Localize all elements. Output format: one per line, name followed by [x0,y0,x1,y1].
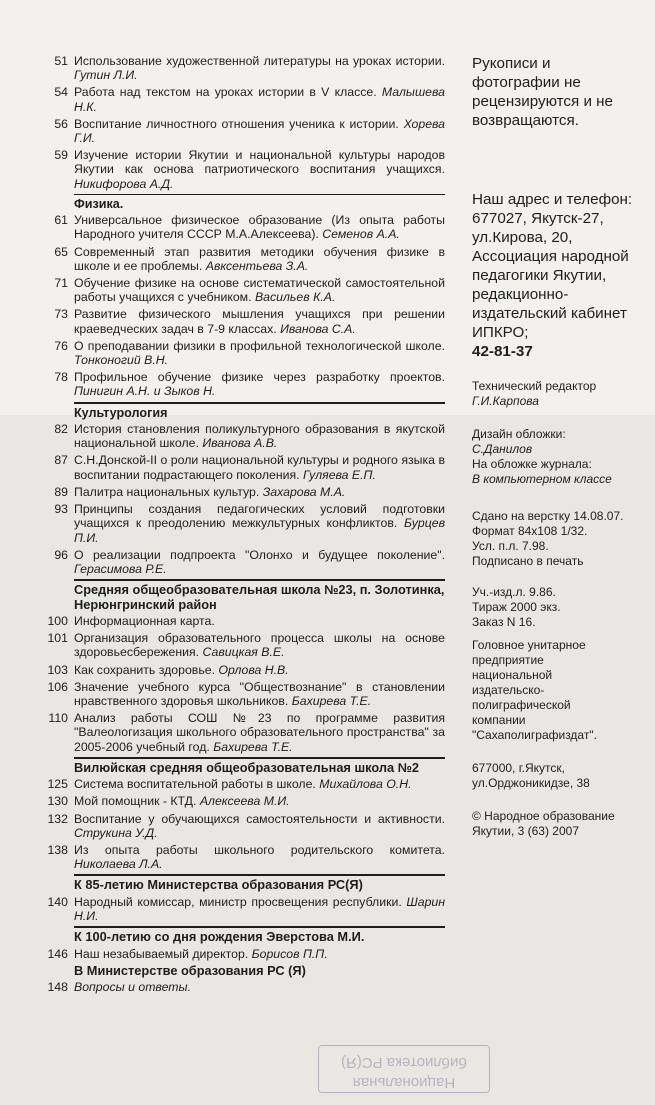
toc-section-heading: Средняя общеобразовательная школа №23, п. Золотинка, Нерюнгринский район [74,582,445,612]
toc-entry-title: Воспитание личностного отношения ученика к истории. [74,116,399,131]
toc-entry-text [74,276,445,304]
print-info-line: Подписано в печать [472,554,584,568]
toc-page-number: 89 [54,484,68,499]
toc-entry-author: Борисов П.П. [251,946,328,961]
toc-entry-author: Иванова А.В. [202,436,278,451]
toc-entry-author: Николаева Л.А. [74,857,163,872]
toc-entry-title: Воспитание у обучающихся самостоятельности и активности. [74,811,445,826]
toc-entry-text [74,502,445,545]
toc-entry-author: Вопросы и ответы. [74,980,191,995]
toc-page-number: 138 [47,842,68,857]
toc-page-number: 106 [47,679,68,694]
toc-page-number: 73 [54,307,68,322]
section-divider [74,402,445,404]
toc-entry-title: История становления поликультурного образования в якутской национальной школе. [74,422,445,451]
print-info-line: Формат 84х108 1/32. [472,524,588,538]
toc-entry-title: Принципы создания педагогических условий подготовки учащихся к преодолению межкультурных конфликтов. [74,502,445,531]
toc-page-number: 76 [54,338,68,353]
tech-editor [472,379,642,409]
toc-entry [40,117,445,145]
toc-entry [40,663,445,677]
toc-entry-text [74,245,445,273]
toc-entry-author: Гутин Л.И. [74,68,138,83]
toc-entry [40,548,445,576]
toc-entry-text [74,85,445,113]
toc-entry [40,794,445,808]
toc-entry-text [74,307,445,335]
toc-entry-author: Авксентьева З.А. [205,258,309,273]
toc-entry [40,213,445,241]
toc-entry-text [74,812,445,840]
toc-page-number: 54 [54,85,68,100]
toc-section-heading: Вилюйская средняя общеобразовательная школа №2 [74,759,420,775]
editorial-address: Наш адрес и телефон: 677027, Якутск-27, ул.Кирова, 20, Ассоциация народной педагогики Якутии, редакционно-издательский кабинет ИПКРО; [472,191,633,341]
toc-entry-title: Мой помощник - КТД. [74,794,197,809]
toc-entry-author: Бахирева Т.Е. [291,693,372,708]
toc-entry [40,895,445,923]
toc-page-number: 110 [48,711,68,726]
toc-entry-author: Орлова Н.В. [218,662,289,677]
toc-entry-title: Обучение физике на основе систематической самостоятельной работы учащихся с учебником. [74,276,445,305]
toc-entry-title: Профильное обучение физике через разработку проектов. [74,370,445,385]
print-info-line: Усл. п.л. 7.98. [472,539,549,553]
toc-entry [40,307,445,335]
toc-entry [40,711,445,754]
section-divider [74,874,445,876]
toc-entry-text [74,680,445,708]
cover-design-name: С.Данилов [472,442,533,456]
stamp-line: библиотека РС(Я) [341,1054,467,1071]
toc-entry [40,339,445,367]
toc-entry-author: Шарин Н.И. [74,894,446,923]
toc-entry [40,947,445,961]
toc-entry-author: Савицкая В.Е. [202,645,285,660]
print-info-line: Заказ N 16. [472,615,536,629]
toc-page-number: 125 [47,777,68,792]
toc-entry-text [74,54,445,82]
toc-entry-title: Система воспитательной работы в школе. [74,777,316,792]
toc-entry-title: Значение учебного курса "Обществознание" в становлении нравственного здоровья школьников. [74,679,445,708]
toc-page-number: 87 [54,453,68,468]
toc-entry [40,485,445,499]
toc-entry-title: Наш незабываемый директор. [74,946,249,961]
toc-entry-author: Семенов А.А. [322,227,400,242]
toc-page-number: 56 [54,116,68,131]
toc-section-heading: Физика. [74,196,124,211]
toc-entry-author: Захарова М.А. [262,484,346,499]
tech-editor-name: Г.И.Карпова [472,394,539,408]
toc-page-number: 130 [47,794,68,809]
toc-entry-title: Анализ работы СОШ №23 по программе развития "Валеологизация школьного образовательного пространства" за 2005-2006 учебный год. [74,711,445,754]
cover-label: На обложке журнала: [472,457,592,471]
manuscripts-note: Рукописи и фотографии не рецензируются и не возвращаются. [472,55,613,129]
copyright: © Народное образование Якутии, 3 (63) 2007 [472,809,615,838]
toc-entry-author: Гуляева Е.П. [303,467,376,482]
toc-entry [40,502,445,545]
toc-entry [40,680,445,708]
toc-entry-title: Развитие физического мышления учащихся при решении краеведческих задач в 7-9 классах. [74,307,445,336]
toc-section-heading: К 100-летию со дня рождения Эверстова М.И. [74,929,365,945]
print-info-line: Уч.-изд.л. 9.86. [472,585,556,599]
toc-entry-title: С.Н.Донской-II о роли национальной культуры и родного языка в воспитании подрастающего поколения. [74,453,445,482]
toc-page-number: 103 [47,662,68,677]
toc-page-number: 140 [47,894,68,909]
toc-entry [40,614,445,628]
table-of-contents [40,54,445,997]
toc-page-number: 61 [54,213,68,228]
section-divider [74,194,445,195]
toc-entry [40,843,445,871]
toc-entry-author: Малышева Н.К. [74,85,446,114]
section-divider [74,579,445,581]
toc-entry [40,980,445,994]
toc-entry-text [74,117,445,145]
toc-entry-author: Михайлова О.Н. [319,777,412,792]
toc-entry-title: Как сохранить здоровье. [74,662,215,677]
toc-entry-title: Работа над текстом на уроках истории в V классе. [74,85,377,100]
toc-entry-author: Герасимова Р.Е. [74,561,167,576]
toc-entry-title: Изучение истории Якутии и национальной культуры народов Якутии как основа патриотического воспитания учащихся. [74,148,445,177]
toc-entry [40,245,445,273]
toc-entry [40,422,445,450]
toc-entry-text [74,843,445,871]
print-info-2 [472,585,642,630]
toc-page-number: 82 [54,422,68,437]
toc-entry-author: Бахирева Т.Е. [213,739,293,754]
section-divider [74,757,445,759]
toc-entry-author: Иванова С.А. [280,321,356,336]
toc-page-number: 148 [47,980,68,995]
toc-entry [40,453,445,481]
toc-entry-title: Из опыта работы школьного родительского комитета. [74,842,445,857]
toc-entry-author: Васильев К.А. [254,290,336,305]
toc-entry-author: Бурцев П.И. [74,516,445,545]
toc-entry-text [74,631,445,659]
toc-page-number: 65 [54,244,68,259]
toc-entry-text [74,213,445,241]
toc-entry-text [74,548,445,576]
toc-entry-text [74,148,445,191]
toc-page-number: 51 [54,54,68,68]
toc-entry-author: Алексеева М.И. [199,794,290,809]
publisher: Головное унитарное предприятие национальной издательско-полиграфической компании "Сахаполиграфиздат". [472,638,597,742]
toc-entry [40,148,445,191]
toc-entry-text [74,663,445,677]
toc-entry-text [74,339,445,367]
toc-entry-text [74,777,445,791]
toc-entry-title: О преподавании физики в профильной технологической школе. [74,338,445,353]
toc-entry-author: Тонконогий В.Н. [74,353,169,368]
toc-section-heading: К 85-летию Министерства образования РС(Я) [74,877,363,893]
toc-section-heading: Культурология [74,405,168,420]
toc-entry [40,812,445,840]
toc-page-number: 101 [47,631,68,646]
toc-entry-title: Организация образовательного процесса школы на основе здоровьесбережения. [74,631,445,660]
toc-entry-text [74,485,445,499]
section-divider [74,926,445,928]
cover-credits [472,427,642,487]
toc-entry-text [74,947,445,961]
toc-entry-author: Струкина У.Д. [74,825,158,840]
print-info [472,509,642,569]
toc-entry-author: Пинигин А.Н. и Зыков Н. [74,384,216,399]
toc-entry-title: О реализации подпроекта "Олонхо и будущее поколение". [74,547,445,562]
toc-entry-text [74,614,445,628]
toc-page-number: 93 [54,502,68,517]
toc-entry-text [74,794,445,808]
toc-entry-text [74,895,445,923]
print-info-line: Тираж 2000 экз. [472,600,561,614]
editorial-phone: 42-81-37 [472,343,533,360]
stamp-line: Национальная [352,1074,456,1091]
toc-page-number: 78 [54,370,68,385]
publication-info-column [472,54,642,839]
toc-entry [40,276,445,304]
toc-page-number: 96 [54,547,68,562]
toc-page-number: 146 [47,946,68,961]
library-stamp [318,1045,490,1093]
toc-entry-text [74,370,445,398]
toc-entry [40,631,445,659]
toc-page-number: 132 [47,811,68,826]
toc-page-number: 71 [54,276,68,291]
toc-entry-author: Хорева Г.И. [74,116,446,146]
toc-page-number: 100 [47,613,68,628]
toc-entry [40,85,445,113]
toc-entry-text [74,711,445,754]
toc-entry-author: Никифорова А.Д. [74,176,174,191]
toc-entry-title: Современный этап развития методики обучения физике в школе и ее проблемы. [74,244,445,273]
toc-entry-title: Использование художественной литературы на уроках истории. [74,54,445,68]
toc-entry-title: Универсальное физическое образование (Из опыта работы Народного учителя СССР М.А.Алексеева). [74,213,445,242]
tech-editor-label: Технический редактор [472,379,597,393]
toc-page-number: 59 [54,148,68,163]
toc-entry [40,777,445,791]
toc-entry-text [74,422,445,450]
print-info-line: Сдано на верстку 14.08.07. [472,509,624,523]
publisher-address: 677000, г.Якутск, ул.Орджоникидзе, 38 [472,761,590,790]
toc-entry [40,54,445,82]
toc-entry [40,370,445,398]
cover-caption: В компьютерном классе [472,472,612,486]
toc-entry-text [74,980,445,994]
toc-entry-title: Палитра национальных культур. [74,484,260,499]
toc-entry-title: Народный комиссар, министр просвещения республики. [74,894,402,909]
toc-section-heading: В Министерстве образования РС (Я) [74,962,306,978]
toc-entry-text [74,453,445,481]
cover-design-label: Дизайн обложки: [472,427,566,441]
toc-entry-title: Информационная карта. [74,613,215,628]
